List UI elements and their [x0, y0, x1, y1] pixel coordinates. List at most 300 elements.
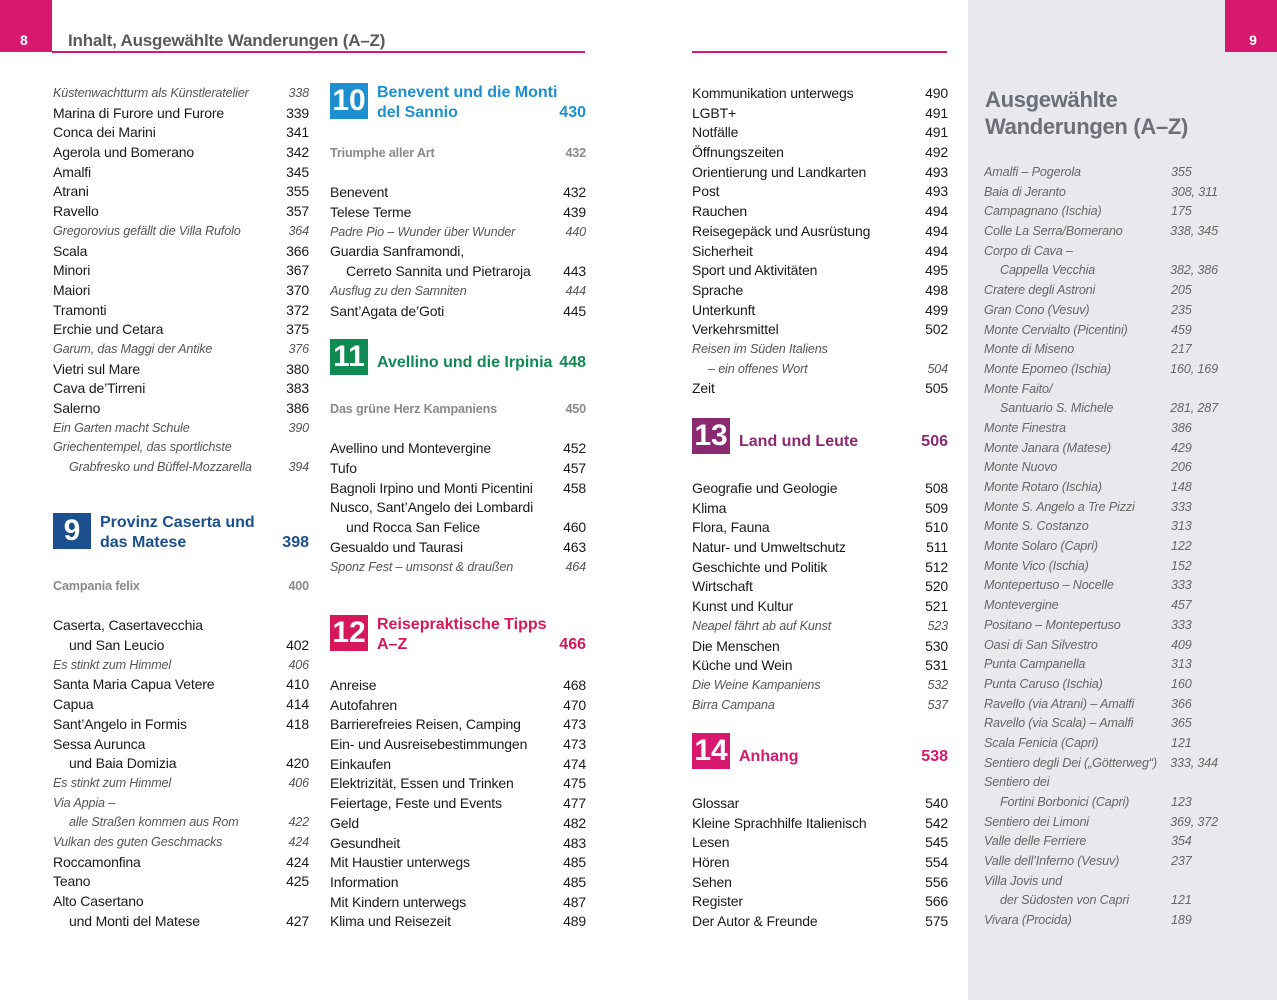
toc-entry[interactable]	[53, 912, 309, 932]
left-page-number: 8	[0, 0, 52, 52]
right-page-number: 9	[1225, 0, 1277, 52]
toc-entry-page: 425	[286, 873, 309, 890]
toc-entry[interactable]	[330, 242, 586, 262]
toc-spacer	[53, 597, 309, 617]
toc-entry[interactable]	[53, 360, 309, 380]
toc-entry-title: Natur- und Umweltschutz	[692, 539, 846, 556]
toc-entry-title: Guardia Sanframondi,	[330, 243, 464, 260]
toc-entry[interactable]	[330, 834, 586, 854]
toc-entry[interactable]	[692, 202, 948, 222]
toc-entry[interactable]	[692, 617, 948, 637]
toc-entry[interactable]	[330, 676, 586, 696]
toc-entry-page: 505	[925, 380, 948, 397]
hike-entry-page: 369, 372	[1170, 814, 1218, 829]
hike-entry[interactable]	[984, 537, 1218, 557]
hike-entry-page: 355	[1171, 165, 1192, 179]
chapter-number-badge: 11	[330, 339, 368, 375]
hike-entry-title: Monte Faito/	[984, 381, 1053, 396]
toc-entry-title: Unterkunft	[692, 301, 756, 318]
hike-entry-title: Cratere degli Astroni	[984, 283, 1096, 298]
toc-entry-page: 540	[925, 795, 948, 811]
toc-entry[interactable]	[53, 222, 309, 242]
toc-entry-title: und San Leucio	[69, 637, 165, 654]
toc-entry-page: 383	[286, 380, 309, 397]
toc-entry[interactable]	[330, 696, 586, 716]
toc-entry[interactable]	[692, 637, 948, 657]
hike-entry-page: 429	[1171, 440, 1192, 455]
chapter-heading-13[interactable]	[692, 418, 948, 463]
toc-entry[interactable]	[330, 518, 586, 538]
toc-entry[interactable]	[692, 301, 948, 321]
toc-entry[interactable]	[692, 518, 948, 538]
hike-entry[interactable]	[984, 675, 1218, 695]
hike-entry[interactable]	[984, 419, 1218, 439]
chapter-number-badge: 12	[330, 615, 368, 651]
toc-entry-title: Register	[692, 893, 743, 910]
toc-entry[interactable]	[53, 616, 309, 636]
hike-entry[interactable]	[984, 321, 1218, 341]
toc-entry[interactable]	[330, 302, 586, 322]
hike-entry-title: Cappella Vecchia	[1000, 263, 1096, 278]
toc-entry[interactable]	[692, 104, 948, 124]
toc-entry-title: Geld	[330, 814, 359, 831]
toc-entry[interactable]	[330, 853, 586, 873]
toc-entry[interactable]	[330, 282, 586, 302]
toc-entry-title: Gregorovius gefällt die Villa Rufolo	[53, 223, 241, 238]
toc-entry-page: 364	[288, 223, 309, 238]
toc-entry-page: 489	[563, 913, 586, 930]
toc-entry[interactable]	[53, 163, 309, 183]
hike-entry[interactable]	[984, 813, 1218, 833]
hike-entry-page: 333	[1171, 578, 1192, 593]
hike-entry[interactable]	[984, 793, 1218, 813]
toc-entry[interactable]	[692, 222, 948, 242]
toc-entry-page: 370	[286, 281, 309, 298]
toc-list-col1-top	[53, 84, 309, 478]
toc-entry[interactable]	[692, 143, 948, 163]
toc-entry[interactable]	[692, 281, 948, 301]
toc-entry-title: Barrierefreies Reisen, Camping	[330, 716, 521, 733]
chapter-heading-14[interactable]	[692, 733, 948, 778]
toc-entry[interactable]	[330, 538, 586, 558]
hike-entry[interactable]	[984, 399, 1218, 419]
toc-entry[interactable]	[330, 715, 586, 735]
toc-entry-page: 338	[288, 86, 309, 100]
toc-entry-title: und Rocca San Felice	[346, 519, 480, 536]
toc-entry[interactable]	[330, 794, 586, 814]
toc-entry-title: Feiertage, Feste und Events	[330, 795, 502, 812]
toc-entry[interactable]	[692, 360, 948, 380]
toc-entry[interactable]	[53, 715, 309, 735]
hike-entry[interactable]	[984, 557, 1218, 577]
hike-entry-page: 333	[1171, 499, 1192, 514]
toc-entry[interactable]	[53, 104, 309, 124]
toc-entry-page: 342	[286, 144, 309, 161]
toc-entry[interactable]	[692, 794, 948, 814]
hike-entry[interactable]	[984, 695, 1218, 715]
hike-entry[interactable]	[984, 202, 1218, 222]
toc-entry[interactable]	[53, 853, 309, 873]
toc-entry-title: Birra Campana	[692, 697, 775, 712]
hike-entry-title: Fortini Borbonici (Capri)	[1000, 795, 1130, 809]
chapter-title: Reisepraktische Tipps A–Z	[377, 616, 547, 653]
hike-entry[interactable]	[984, 163, 1218, 183]
toc-entry[interactable]	[53, 340, 309, 360]
toc-entry[interactable]	[53, 695, 309, 715]
toc-entry-page: 545	[925, 834, 948, 851]
toc-entry-title: Nusco, Sant’Angelo dei Lombardi	[330, 499, 534, 516]
toc-entry-title: Atrani	[53, 183, 89, 200]
hike-entry[interactable]	[984, 340, 1218, 360]
toc-entry[interactable]	[692, 261, 948, 281]
toc-entry-title: alle Straßen kommen aus Rom	[69, 815, 239, 830]
header-rule-right	[692, 51, 947, 53]
toc-entry-title: Öffnungszeiten	[692, 144, 784, 161]
toc-entry[interactable]	[53, 872, 309, 892]
toc-entry-page: 443	[563, 263, 586, 280]
chapter-heading-9[interactable]	[53, 513, 309, 558]
hike-entry[interactable]	[984, 773, 1218, 793]
toc-entry-title: Conca dei Marini	[53, 124, 156, 141]
toc-entry[interactable]	[53, 892, 309, 912]
hikes-title: Ausgewählte Wanderungen (A–Z)	[985, 87, 1189, 139]
toc-entry-page: 444	[565, 283, 586, 298]
hike-entry-page: 175	[1171, 204, 1192, 219]
header-rule-left	[52, 51, 585, 53]
toc-entry-title: Kunst und Kultur	[692, 598, 794, 615]
hike-entry[interactable]	[984, 616, 1218, 636]
toc-entry[interactable]	[53, 774, 309, 794]
hike-entry-title: Monte Cervialto (Picentini)	[984, 322, 1128, 337]
toc-entry[interactable]	[692, 379, 948, 399]
toc-entry[interactable]	[692, 696, 948, 716]
toc-entry[interactable]	[53, 577, 309, 597]
toc-entry[interactable]	[53, 419, 309, 439]
toc-entry[interactable]	[692, 833, 948, 853]
toc-entry-page: 366	[286, 242, 309, 259]
toc-entry-title: Cerreto Sannita und Pietraroja	[346, 263, 531, 280]
toc-entry[interactable]	[692, 577, 948, 597]
hike-entry-page: 148	[1171, 480, 1192, 494]
toc-entry-page: 485	[563, 873, 586, 890]
toc-entry-title: Ein- und Ausreisebestimmungen	[330, 736, 528, 753]
toc-entry[interactable]	[692, 123, 948, 143]
hike-entry-title: Monte Rotaro (Ischia)	[984, 480, 1102, 494]
toc-entry-title: Wirtschaft	[692, 578, 753, 595]
hike-entry-title: Villa Jovis und	[984, 873, 1063, 888]
toc-entry-title: LGBT+	[692, 104, 736, 121]
hike-entry[interactable]	[984, 754, 1218, 774]
hike-entry[interactable]	[984, 439, 1218, 459]
hike-entry[interactable]	[984, 458, 1218, 478]
toc-entry[interactable]	[53, 399, 309, 419]
toc-entry-page: 575	[925, 913, 948, 930]
hike-entry[interactable]	[984, 183, 1218, 203]
toc-entry-title: Zeit	[692, 380, 715, 397]
hike-entry-page: 121	[1171, 735, 1192, 750]
hike-entry-title: Positano – Montepertuso	[984, 617, 1121, 632]
hike-entry-title: Colle La Serra/Bomerano	[984, 224, 1123, 239]
toc-list-chapter13	[692, 479, 948, 715]
toc-entry[interactable]	[692, 163, 948, 183]
chapter-title: Benevent und die Monti del Sannio	[377, 84, 558, 121]
toc-entry-title: Grabfresko und Büffel-Mozzarella	[69, 460, 252, 475]
toc-entry-title: Information	[330, 873, 399, 890]
toc-entry-page: 386	[286, 400, 309, 416]
toc-entry[interactable]	[692, 853, 948, 873]
toc-entry-title: Reisen im Süden Italiens	[692, 341, 828, 356]
chapter-number-badge: 14	[692, 733, 730, 769]
hike-entry[interactable]	[984, 517, 1218, 537]
toc-entry-title: Sicherheit	[692, 242, 753, 259]
toc-entry[interactable]	[692, 912, 948, 932]
toc-entry-title: Es stinkt zum Himmel	[53, 775, 172, 790]
toc-entry-page: 474	[563, 755, 586, 772]
toc-entry[interactable]	[53, 301, 309, 321]
toc-entry[interactable]	[692, 873, 948, 893]
hike-entry[interactable]	[984, 222, 1218, 242]
toc-spacer	[330, 164, 586, 184]
toc-entry-page: 432	[563, 184, 586, 201]
hike-entry-title: Monte Janara (Matese)	[984, 440, 1112, 455]
hike-entry-page: 217	[1171, 342, 1192, 357]
toc-entry[interactable]	[330, 183, 586, 203]
toc-entry-title: Sant’Angelo in Formis	[53, 715, 187, 732]
toc-entry-title: Via Appia –	[53, 795, 116, 810]
toc-entry-title: Einkaufen	[330, 755, 391, 772]
toc-entry-page: 432	[565, 146, 586, 160]
toc-entry-title: Sehen	[692, 873, 732, 890]
toc-entry-page: 491	[925, 124, 948, 141]
toc-entry-page: 357	[286, 203, 309, 220]
toc-entry-page: 493	[925, 163, 948, 180]
hike-entry[interactable]	[984, 714, 1218, 734]
toc-entry-title: Mit Haustier unterwegs	[330, 854, 470, 871]
hike-entry-title: Montepertuso – Nocelle	[984, 578, 1114, 593]
toc-entry-title: Notfälle	[692, 124, 739, 141]
toc-entry-title: Ravello	[53, 203, 99, 220]
toc-entry[interactable]	[53, 320, 309, 340]
hike-entry-title: Monte Finestra	[984, 420, 1066, 435]
toc-entry[interactable]	[53, 261, 309, 281]
toc-entry-title: Caserta, Casertavecchia	[53, 617, 203, 634]
toc-entry[interactable]	[53, 438, 309, 458]
toc-entry[interactable]	[692, 814, 948, 834]
toc-entry[interactable]	[53, 123, 309, 143]
toc-entry-title: Vietri sul Mare	[53, 360, 140, 377]
hike-entry[interactable]	[984, 596, 1218, 616]
toc-entry-title: Cava de’Tirreni	[53, 380, 146, 397]
toc-entry[interactable]	[53, 281, 309, 301]
toc-entry[interactable]	[692, 676, 948, 696]
chapter-page: 538	[921, 748, 948, 765]
toc-entry[interactable]	[53, 182, 309, 202]
toc-entry[interactable]	[330, 439, 586, 459]
toc-entry[interactable]	[692, 538, 948, 558]
toc-entry[interactable]	[330, 203, 586, 223]
toc-entry[interactable]	[53, 636, 309, 656]
toc-entry[interactable]	[53, 379, 309, 399]
toc-entry[interactable]	[692, 182, 948, 202]
hike-entry-page: 338, 345	[1170, 224, 1218, 239]
toc-entry[interactable]	[53, 754, 309, 774]
hike-entry[interactable]	[984, 576, 1218, 596]
chapter-title: Avellino und die Irpinia	[377, 354, 553, 371]
toc-entry[interactable]	[53, 202, 309, 222]
hike-entry[interactable]	[984, 734, 1218, 754]
toc-entry[interactable]	[330, 912, 586, 932]
hike-entry-page: 237	[1171, 854, 1192, 869]
toc-entry[interactable]	[330, 893, 586, 913]
toc-entry[interactable]	[330, 400, 586, 420]
running-title: Inhalt, Ausgewählte Wanderungen (A–Z)	[68, 31, 386, 50]
toc-entry[interactable]	[53, 458, 309, 478]
toc-entry[interactable]	[692, 499, 948, 519]
toc-entry[interactable]	[692, 84, 948, 104]
toc-entry[interactable]	[692, 340, 948, 360]
hike-entry[interactable]	[984, 891, 1218, 911]
toc-list-chapter14	[692, 794, 948, 932]
toc-entry[interactable]	[53, 242, 309, 262]
hike-entry-page: 189	[1171, 913, 1192, 928]
toc-entry-page: 556	[925, 873, 948, 890]
hike-entry-title: Monte S. Angelo a Tre Pizzi	[984, 499, 1135, 514]
toc-entry-page: 475	[563, 775, 586, 792]
toc-list-col3-top	[692, 84, 948, 399]
toc-entry-title: Sprache	[692, 281, 744, 298]
hike-entry-title: Monte di Miseno	[984, 342, 1075, 357]
toc-entry-page: 427	[286, 912, 309, 929]
toc-entry[interactable]	[330, 479, 586, 499]
chapter-heading-10[interactable]	[330, 83, 586, 128]
toc-entry[interactable]	[53, 143, 309, 163]
hike-entry[interactable]	[984, 478, 1218, 498]
toc-entry[interactable]	[330, 774, 586, 794]
toc-entry[interactable]	[53, 794, 309, 814]
toc-entry-title: Sessa Aurunca	[53, 735, 146, 752]
toc-entry[interactable]	[692, 479, 948, 499]
chapter-number-badge: 9	[53, 513, 91, 549]
toc-entry-title: Rauchen	[692, 203, 747, 220]
toc-entry[interactable]	[692, 597, 948, 617]
toc-entry-title: Ausflug zu den Samniten	[330, 283, 467, 298]
toc-entry-title: Die Menschen	[692, 637, 780, 654]
toc-entry-page: 508	[925, 480, 948, 496]
hikes-list	[984, 163, 1218, 931]
chapter-heading-12[interactable]	[330, 615, 586, 660]
hike-entry[interactable]	[984, 242, 1218, 262]
toc-entry[interactable]	[330, 755, 586, 775]
hike-entry-page: 333	[1171, 617, 1192, 632]
hike-entry[interactable]	[984, 498, 1218, 518]
toc-list-chapter11	[330, 400, 586, 577]
hike-entry-title: Punta Campanella	[984, 657, 1086, 672]
chapter-page: 430	[559, 104, 586, 121]
toc-entry-title: Post	[692, 183, 720, 200]
hike-entry-title: Corpo di Cava –	[984, 243, 1073, 258]
hike-entry[interactable]	[984, 281, 1218, 301]
toc-entry[interactable]	[692, 558, 948, 578]
toc-entry-page: 494	[925, 203, 948, 220]
toc-entry[interactable]	[330, 873, 586, 893]
toc-entry-title: Lesen	[692, 834, 730, 851]
hike-entry-page: 122	[1171, 539, 1192, 554]
hike-entry-title: Amalfi – Pogerola	[984, 165, 1081, 179]
toc-entry-page: 424	[286, 853, 309, 870]
toc-entry[interactable]	[330, 223, 586, 243]
toc-entry[interactable]	[53, 675, 309, 695]
toc-entry-page: 509	[925, 499, 948, 516]
toc-entry-title: Reisegepäck und Ausrüstung	[692, 222, 871, 239]
toc-entry-title: Griechentempel, das sportlichste	[53, 440, 232, 455]
toc-entry-page: 458	[563, 479, 586, 496]
toc-entry[interactable]	[330, 459, 586, 479]
toc-entry[interactable]	[330, 262, 586, 282]
toc-entry[interactable]	[692, 892, 948, 912]
toc-entry[interactable]	[330, 144, 586, 164]
toc-list-chapter12	[330, 676, 586, 932]
hike-entry-title: Valle dell’Inferno (Vesuv)	[984, 854, 1120, 869]
toc-entry-page: 470	[563, 696, 586, 713]
toc-entry-title: Marina di Furore und Furore	[53, 104, 225, 121]
toc-entry-title: Autofahren	[330, 696, 397, 713]
toc-entry-title: Gesualdo und Taurasi	[330, 538, 463, 555]
toc-entry-title: Ein Garten macht Schule	[53, 420, 190, 435]
toc-entry-page: 420	[286, 755, 309, 772]
chapter-heading-11[interactable]	[330, 339, 586, 384]
hike-entry-page: 121	[1171, 893, 1192, 908]
toc-entry-title: Der Autor & Freunde	[692, 913, 818, 930]
toc-entry-title: Santa Maria Capua Vetere	[53, 676, 215, 693]
toc-entry-title: Tufo	[330, 460, 357, 477]
toc-entry[interactable]	[692, 656, 948, 676]
toc-entry[interactable]	[53, 735, 309, 755]
hike-entry[interactable]	[984, 852, 1218, 872]
toc-entry[interactable]	[330, 558, 586, 578]
hike-entry[interactable]	[984, 872, 1218, 892]
hike-entry[interactable]	[984, 380, 1218, 400]
hike-entry[interactable]	[984, 301, 1218, 321]
toc-entry[interactable]	[330, 814, 586, 834]
toc-entry[interactable]	[53, 813, 309, 833]
hike-entry-page: 308, 311	[1171, 184, 1218, 199]
toc-entry-page: 483	[563, 834, 586, 851]
hike-entry[interactable]	[984, 261, 1218, 281]
hike-entry[interactable]	[984, 832, 1218, 852]
toc-entry[interactable]	[53, 833, 309, 853]
toc-entry[interactable]	[692, 242, 948, 262]
toc-entry-title: Bagnoli Irpino und Monti Picentini	[330, 479, 533, 496]
hike-entry[interactable]	[984, 655, 1218, 675]
hike-entry[interactable]	[984, 636, 1218, 656]
toc-entry-page: 410	[286, 676, 309, 693]
toc-entry-page: 504	[927, 361, 948, 376]
toc-entry[interactable]	[330, 735, 586, 755]
toc-entry-page: 523	[927, 618, 948, 633]
toc-entry[interactable]	[53, 656, 309, 676]
toc-entry-title: Klima	[692, 499, 727, 516]
hike-entry[interactable]	[984, 360, 1218, 380]
toc-entry-page: 498	[925, 281, 948, 298]
toc-entry[interactable]	[53, 84, 309, 104]
toc-entry-title: Geschichte und Politik	[692, 558, 828, 575]
hike-entry[interactable]	[984, 911, 1218, 931]
toc-entry-page: 414	[286, 696, 309, 713]
toc-entry[interactable]	[330, 498, 586, 518]
hike-entry-title: Monte Epomeo (Ischia)	[984, 361, 1112, 376]
toc-entry[interactable]	[692, 320, 948, 340]
toc-entry-title: Neapel fährt ab auf Kunst	[692, 618, 832, 633]
